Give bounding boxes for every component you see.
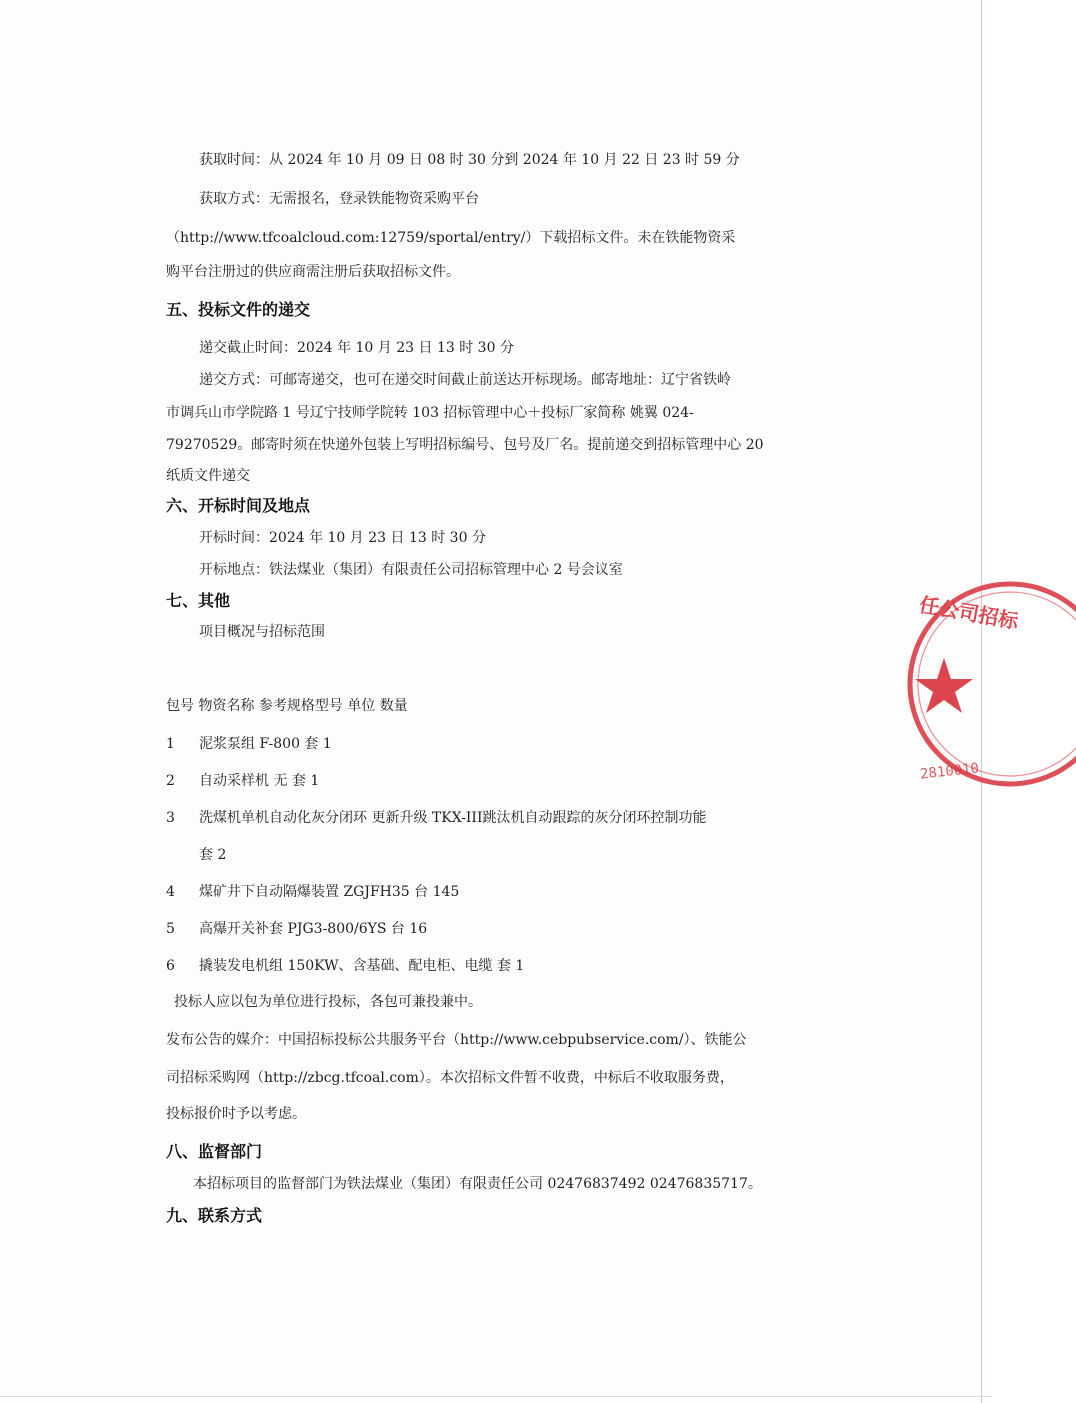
table-header: 包号 物资名称 参考规格型号 单位 数量 [166, 698, 408, 714]
submit-method-line-3: 79270529。邮寄时须在快递外包装上写明招标编号、包号及厂名。提前递交到招标管理中心 20 [166, 437, 764, 453]
table-row: 泥浆泵组 F-800 套 1 [199, 736, 332, 752]
acquire-time: 获取时间：从 2024 年 10 月 09 日 08 时 30 分到 2024 年 10 月 22 日 23 时 59 分 [199, 152, 740, 168]
table-row: 高爆开关补套 PJG3-800/6YS 台 16 [199, 921, 428, 937]
submit-method-line-1: 递交方式：可邮寄递交，也可在递交时间截止前送达开标现场。邮寄地址：辽宁省铁岭 [199, 372, 731, 388]
section-heading-5: 五、投标文件的递交 [166, 300, 311, 319]
table-row-no: 6 [166, 958, 175, 974]
scan-edge-bottom [0, 1396, 992, 1397]
table-row: 洗煤机单机自动化灰分闭环 更新升级 TKX-III跳汰机自动跟踪的灰分闭环控制功能 [199, 810, 707, 826]
seal-number: 2810010 [919, 760, 980, 783]
submit-method-line-2: 市调兵山市学院路 1 号辽宁技师学院转 103 招标管理中心＋投标厂家简称 姚翼 024- [166, 405, 694, 421]
project-overview-title: 项目概况与招标范围 [199, 624, 325, 640]
section-heading-9: 九、联系方式 [166, 1206, 263, 1225]
supervision-text: 本招标项目的监督部门为铁法煤业（集团）有限责任公司 02476837492 02476835717。 [193, 1176, 762, 1192]
opening-place: 开标地点：铁法煤业（集团）有限责任公司招标管理中心 2 号会议室 [199, 562, 623, 578]
media-line-1: 发布公告的媒介：中国招标投标公共服务平台（http://www.cebpubservice.com/）、铁能公 [166, 1032, 747, 1048]
table-row: 自动采样机 无 套 1 [199, 773, 320, 789]
acquire-note: 购平台注册过的供应商需注册后获取招标文件。 [166, 264, 460, 280]
opening-time: 开标时间：2024 年 10 月 23 日 13 时 30 分 [199, 530, 486, 546]
table-row: 煤矿井下自动隔爆装置 ZGJFH35 台 145 [199, 884, 460, 900]
table-row-continuation: 套 2 [199, 847, 227, 863]
submit-method-line-4: 纸质文件递交 [166, 468, 250, 484]
table-row-no: 5 [166, 921, 175, 937]
table-row-no: 3 [166, 810, 175, 826]
media-line-3: 投标报价时予以考虑。 [166, 1106, 306, 1122]
seal-text: 任公司招标 [917, 592, 1021, 634]
section-heading-7: 七、其他 [166, 591, 231, 610]
acquire-method: 获取方式：无需报名，登录铁能物资采购平台 [199, 191, 479, 207]
table-row-no: 4 [166, 884, 175, 900]
acquire-url: （http://www.tfcoalcloud.com:12759/sportal/entry/）下载招标文件。未在铁能物资采 [166, 230, 736, 246]
table-row-no: 2 [166, 773, 175, 789]
table-row-no: 1 [166, 736, 175, 752]
table-row: 撬装发电机组 150KW、含基础、配电柜、电缆 套 1 [199, 958, 525, 974]
submit-deadline: 递交截止时间：2024 年 10 月 23 日 13 时 30 分 [199, 340, 514, 356]
bid-note: 投标人应以包为单位进行投标，各包可兼投兼中。 [174, 994, 482, 1010]
section-heading-6: 六、开标时间及地点 [166, 496, 311, 515]
section-heading-8: 八、监督部门 [166, 1142, 263, 1161]
company-seal-stamp [906, 566, 1021, 788]
media-line-2: 司招标采购网（http://zbcg.tfcoal.com）。本次招标文件暂不收费，中标后不收取服务费， [166, 1070, 734, 1086]
